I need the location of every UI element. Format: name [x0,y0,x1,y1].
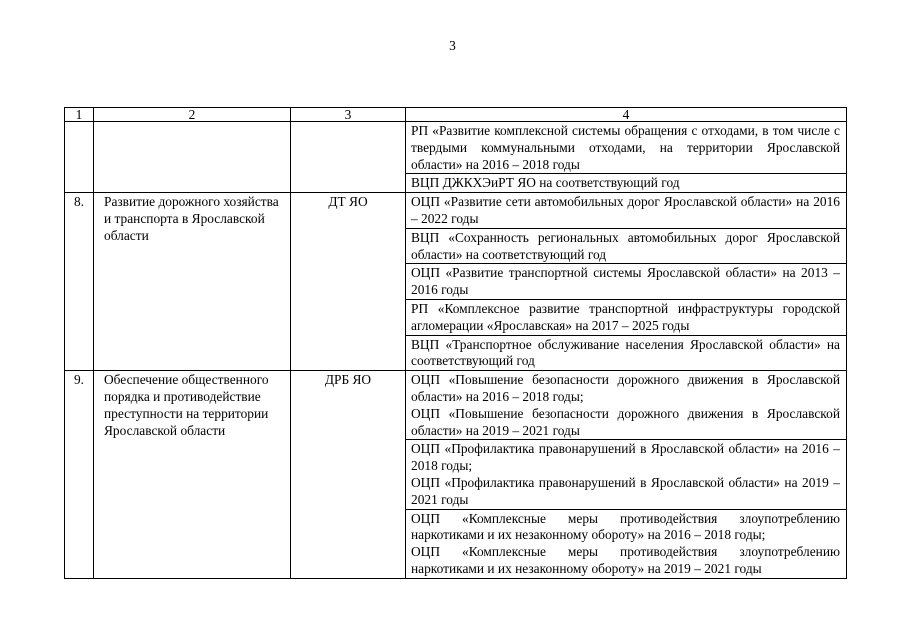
executor-cell [291,122,406,193]
header-cell: 3 [291,108,406,122]
program-cell [406,122,847,174]
program-cell [406,193,847,229]
table-header-row [65,108,847,122]
program-cell [406,228,847,264]
program-text: ОЦП «Профилактика правонарушений в Ярославской области» на 2019 – 2021 годы [411,474,840,507]
program-text: ОЦП «Профилактика правонарушений в Ярославской области» на 2016 – 2018 годы; [411,441,840,474]
program-text: ОЦП «Повышение безопасности дорожного движения в Ярославской области» на 2019 – 2021 годы [411,405,840,438]
program-text: ОЦП «Развитие транспортной системы Ярославской области» на 2013 – 2016 годы [411,265,840,298]
program-text: ОЦП «Развитие сети автомобильных дорог Ярославской области» на 2016 – 2022 годы [411,194,840,226]
table-row [65,371,847,440]
program-cell [406,174,847,193]
num-cell: 8. [65,193,94,371]
programs-table [64,107,847,579]
program-text: ВЦП «Транспортное обслуживание населения Ярославской области» на соответствующий год [411,336,840,369]
program-cell [406,509,847,578]
executor-cell: ДТ ЯО [291,193,406,371]
program-cell [406,440,847,509]
table-row [65,193,847,229]
header-cell: 4 [406,108,847,122]
num-cell: 9. [65,371,94,579]
program-text: ВЦП ДЖКХЭиРТ ЯО на соответствующий год [411,175,680,191]
name-cell [94,122,291,193]
table-row [65,122,847,174]
num-cell [65,122,94,193]
program-text: ОЦП «Комплексные меры противодействия злоупотреблению наркотиками и их незаконному обороту» на 2019 – 2021 годы [411,544,840,576]
program-text: РП «Развитие комплексной системы обращения с отходами, в том числе с твердыми коммунальными отходами, на территории Ярославской области» на 2016 – 2018 годы [411,123,840,172]
name-cell: Обеспечение общественного порядка и противодействие преступности на территории Ярославской области [94,371,291,579]
page-number: 3 [449,38,456,53]
program-cell [406,264,847,300]
executor-cell: ДРБ ЯО [291,371,406,579]
program-cell [406,299,847,335]
program-text: РП «Комплексное развитие транспортной инфраструктуры городской агломерации «Ярославская» на 2017 – 2025 годы [411,300,840,333]
program-text: ОЦП «Комплексные меры противодействия злоупотреблению наркотиками и их незаконному обороту» на 2016 – 2018 годы; [411,510,840,543]
header-cell: 1 [65,108,94,122]
program-text: ВЦП «Сохранность региональных автомобильных дорог Ярославской области» на соответствующий год [411,229,840,262]
header-cell: 2 [94,108,291,122]
name-cell: Развитие дорожного хозяйства и транспорта в Ярославской области [94,193,291,371]
program-cell [406,335,847,371]
program-cell [406,371,847,440]
program-text: ОЦП «Повышение безопасности дорожного движения в Ярославской области» на 2016 – 2018 годы; [411,372,840,404]
